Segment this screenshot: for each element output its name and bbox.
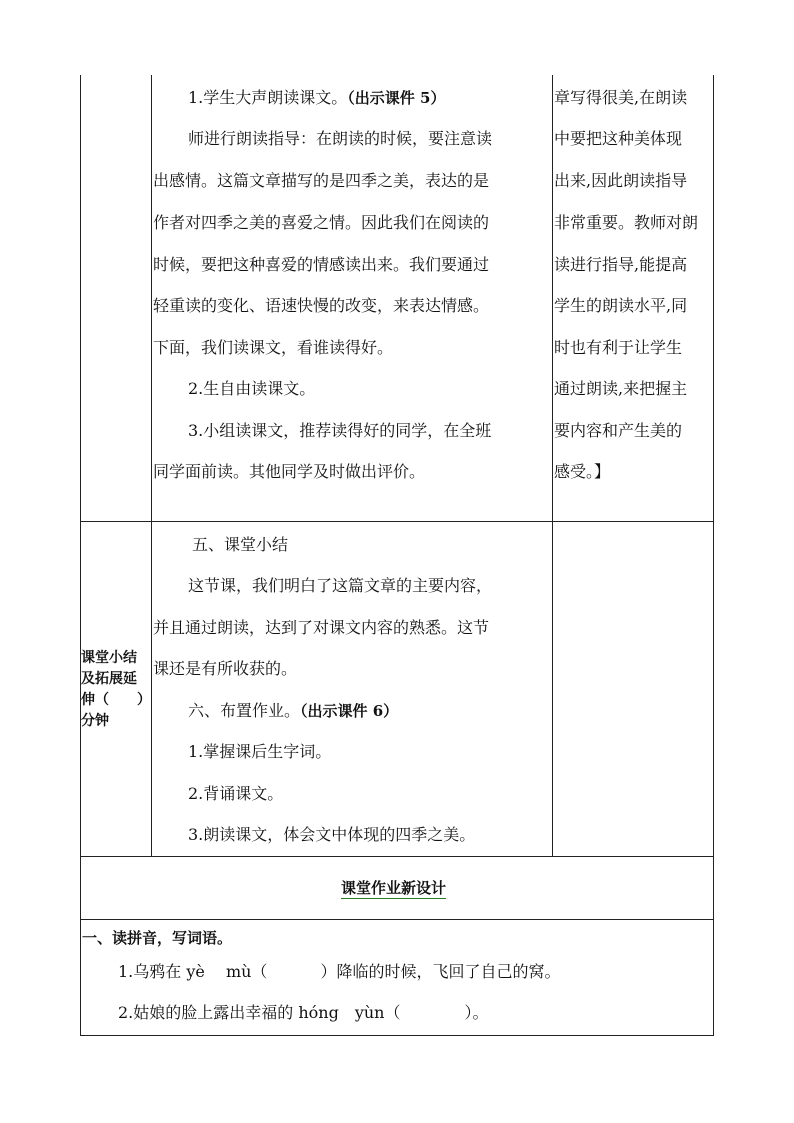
design-note-line-1: 章写得很美,在朗读 xyxy=(554,88,688,107)
design-note-line-9: 要内容和产生美的 xyxy=(554,421,683,440)
summary-heading: 五、课堂小结 xyxy=(192,535,289,554)
classwork-item-1: 1.乌鸦在 yè mù（ ）降临的时候，飞回了自己的窝。 xyxy=(118,962,561,981)
homework-item-2: 2.背诵课文。 xyxy=(188,784,284,803)
guidance-line-3: 作者对四季之美的喜爱之情。因此我们在阅读的 xyxy=(153,213,490,232)
column-divider-category xyxy=(151,75,152,856)
column-divider-notes xyxy=(552,75,553,856)
guidance-line-2: 出感情。这篇文章描写的是四季之美，表达的是 xyxy=(153,171,490,190)
design-note-line-10: 感受。】 xyxy=(554,462,611,481)
design-note-line-4: 非常重要。教师对朗 xyxy=(554,213,699,232)
row-divider-2 xyxy=(80,856,714,857)
reading-step-2: 2.生自由读课文。 xyxy=(188,379,316,398)
guidance-line-6: 下面，我们读课文，看谁读得好。 xyxy=(153,338,394,357)
table-border-right xyxy=(713,75,714,1036)
category-summary-1: 课堂小结 xyxy=(81,650,137,666)
homework-heading-text: 六、布置作业。 xyxy=(188,701,301,720)
category-summary-3: 伸（ ） xyxy=(81,692,151,708)
row-divider-1 xyxy=(80,521,714,522)
summary-line-2: 并且通过朗读，达到了对课文内容的熟悉。这节 xyxy=(153,618,490,637)
design-note-line-2: 中要把这种美体现 xyxy=(554,129,683,148)
table-border-bottom xyxy=(80,1035,714,1036)
reading-step-3-cont: 同学面前读。其他同学及时做出评价。 xyxy=(153,462,426,481)
summary-line-3: 课还是有所收获的。 xyxy=(153,659,298,678)
classwork-item-2: 2.姑娘的脸上露出幸福的 hóng yùn（ ）。 xyxy=(118,1003,489,1022)
courseware-ref-5: （出示课件 5） xyxy=(347,89,446,107)
category-summary-4: 分钟 xyxy=(81,713,109,729)
guidance-line-1: 师进行朗读指导：在朗读的时候，要注意读 xyxy=(188,129,493,148)
guidance-line-4: 时候，要把这种喜爱的情感读出来。我们要通过 xyxy=(153,255,490,274)
summary-line-1: 这节课，我们明白了这篇文章的主要内容， xyxy=(188,576,493,595)
guidance-line-5: 轻重读的变化、语速快慢的改变，来表达情感。 xyxy=(153,296,490,315)
homework-item-3: 3.朗读课文，体会文中体现的四季之美。 xyxy=(188,825,476,844)
homework-item-1: 1.掌握课后生字词。 xyxy=(188,742,332,761)
design-note-line-5: 读进行指导,能提高 xyxy=(554,255,688,274)
reading-step-1 xyxy=(188,88,445,108)
table-border-left xyxy=(80,75,81,1036)
homework-heading xyxy=(188,701,398,721)
reading-step-1-text: 1.学生大声朗读课文。 xyxy=(188,88,348,107)
classwork-heading: 一、读拼音，写词语。 xyxy=(82,929,233,947)
category-summary-2: 及拓展延 xyxy=(81,671,137,687)
design-note-line-6: 学生的朗读水平,同 xyxy=(554,296,688,315)
classwork-title xyxy=(341,878,446,898)
courseware-ref-6: （出示课件 6） xyxy=(300,702,399,720)
design-note-line-8: 通过朗读,来把握主 xyxy=(554,379,688,398)
row-divider-3 xyxy=(80,919,714,920)
classwork-title-text: 课堂作业新设计 xyxy=(341,879,447,897)
design-note-line-7: 时也有利于让学生 xyxy=(554,338,683,357)
reading-step-3: 3.小组读课文，推荐读得好的同学，在全班 xyxy=(188,421,492,440)
design-note-line-3: 出来,因此朗读指导 xyxy=(554,171,688,190)
